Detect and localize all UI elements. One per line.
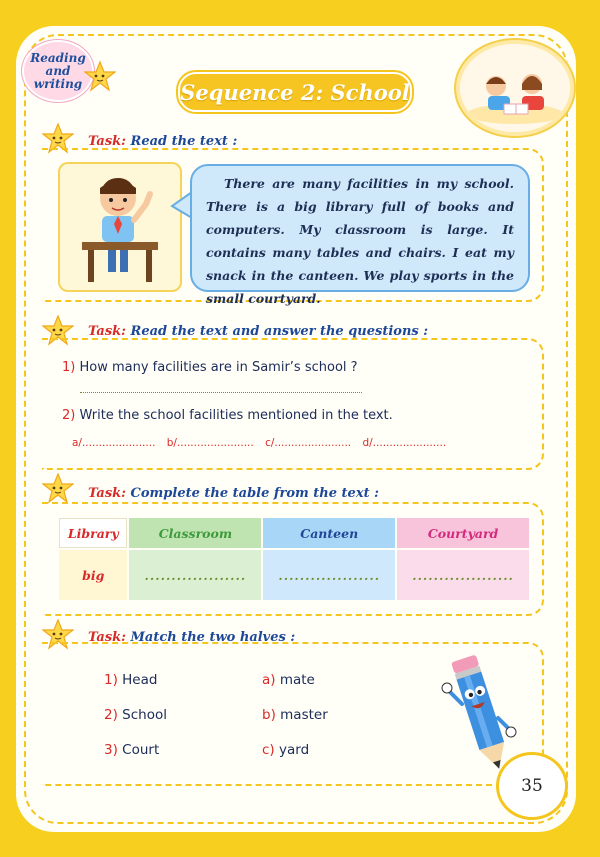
question-2-number: 2) xyxy=(62,408,76,423)
task2-frame xyxy=(42,338,544,470)
table-row xyxy=(59,550,529,600)
reading-passage-bubble xyxy=(190,164,530,306)
header-canteen: Canteen xyxy=(263,518,395,548)
question-1 xyxy=(62,360,358,375)
badge-line-1: Reading xyxy=(30,50,86,65)
page-number-text: 35 xyxy=(521,776,543,796)
match-right-b[interactable] xyxy=(262,707,328,723)
kids-reading-illustration xyxy=(456,40,574,136)
task2-heading xyxy=(88,324,428,339)
match-left-2-text: School xyxy=(122,707,167,723)
match-left-2-number: 2) xyxy=(104,707,118,723)
badge-line-2: and xyxy=(45,63,71,78)
pencil-mascot-icon xyxy=(440,648,520,778)
question-1-answer-line[interactable] xyxy=(80,392,362,393)
sequence-title xyxy=(178,72,412,112)
match-right-c[interactable] xyxy=(262,742,309,758)
match-left-1[interactable] xyxy=(104,672,157,688)
header-courtyard: Courtyard xyxy=(397,518,529,548)
match-right-b-text: master xyxy=(280,707,328,723)
cell-courtyard[interactable]: ................... xyxy=(397,550,529,600)
task3-instruction: Complete the table from the text : xyxy=(130,486,379,501)
match-left-3-text: Court xyxy=(122,742,160,758)
cell-canteen[interactable]: ................... xyxy=(263,550,395,600)
match-right-b-letter: b) xyxy=(262,707,276,723)
badge-star-icon xyxy=(84,60,116,92)
task3-star-icon xyxy=(42,472,74,504)
task3-label: Task: xyxy=(88,486,126,501)
badge-line-3: writing xyxy=(33,76,83,91)
match-right-c-text: yard xyxy=(279,742,310,758)
match-left-1-number: 1) xyxy=(104,672,118,688)
match-left-1-text: Head xyxy=(122,672,158,688)
task1-label: Task: xyxy=(88,134,126,149)
table-header-row xyxy=(59,518,529,548)
facilities-table xyxy=(57,516,531,602)
cell-library: big xyxy=(59,550,127,600)
question-2 xyxy=(62,408,393,423)
sequence-title-text: Sequence 2: School xyxy=(180,79,410,105)
match-left-3[interactable] xyxy=(104,742,159,758)
match-left-3-number: 3) xyxy=(104,742,118,758)
student-icon xyxy=(60,164,180,290)
match-right-a-letter: a) xyxy=(262,672,276,688)
page-number xyxy=(496,752,568,820)
facilities-blanks[interactable] xyxy=(72,437,512,449)
task2-instruction: Read the text and answer the questions : xyxy=(130,324,429,339)
question-1-text: How many facilities are in Samir’s school ? xyxy=(79,360,358,375)
task4-label: Task: xyxy=(88,630,126,645)
header-classroom: Classroom xyxy=(129,518,261,548)
question-2-text: Write the school facilities mentioned in the text. xyxy=(79,408,393,423)
task4-instruction: Match the two halves : xyxy=(130,630,296,645)
cell-classroom[interactable]: ................... xyxy=(129,550,261,600)
match-right-c-letter: c) xyxy=(262,742,275,758)
blank-c[interactable]: c/....................... xyxy=(265,437,352,449)
kids-reading-icon xyxy=(460,44,570,132)
task1-instruction: Read the text : xyxy=(130,134,238,149)
blank-b[interactable]: b/....................... xyxy=(166,437,254,449)
header-library: Library xyxy=(59,518,127,548)
task1-heading xyxy=(88,134,237,149)
reading-passage: There are many facilities in my school. There is a big library full of books and computers. My classroom is large. It contains many tables and chairs. I eat my snack in the canteen. We play sports in the small courtyard. xyxy=(206,176,514,306)
task2-label: Task: xyxy=(88,324,126,339)
question-1-number: 1) xyxy=(62,360,76,375)
match-right-a-text: mate xyxy=(279,672,315,688)
blank-a[interactable]: a/...................... xyxy=(72,437,156,449)
match-right-a[interactable] xyxy=(262,672,315,688)
boy-at-desk-illustration xyxy=(58,162,182,292)
task3-heading xyxy=(88,486,379,501)
match-left-2[interactable] xyxy=(104,707,167,723)
blank-d[interactable]: d/...................... xyxy=(362,437,447,449)
